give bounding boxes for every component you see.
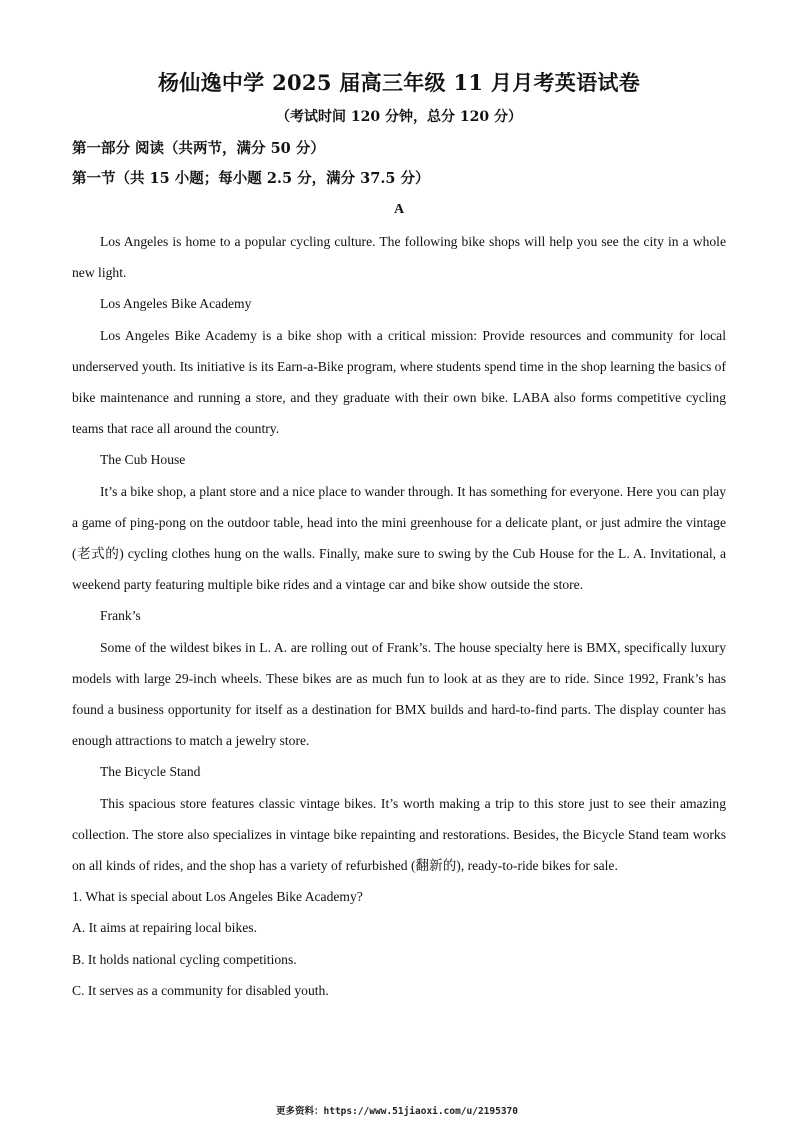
exam-page bbox=[72, 66, 726, 1006]
exam-subtitle: （考试时间 120 分钟，总分 120 分） bbox=[276, 109, 522, 125]
shop-name: The Cub House bbox=[100, 452, 186, 468]
part-heading: 第一部分 阅读（共两节，满分 50 分） bbox=[72, 140, 325, 157]
footer-link[interactable]: 更多资料：https://www.51jiaoxi.com/u/2195370 bbox=[276, 1106, 518, 1117]
exam-title: 杨仙逸中学 2025 届高三年级 11 月月考英语试卷 bbox=[157, 70, 640, 95]
shop-name: The Bicycle Stand bbox=[100, 764, 201, 780]
option-b: B. It holds national cycling competitions. bbox=[72, 951, 297, 967]
question-stem: 1. What is special about Los Angeles Bike Academy? bbox=[72, 889, 363, 905]
section-heading: 第一节（共 15 小题；每小题 2.5 分，满分 37.5 分） bbox=[72, 170, 430, 187]
passage-letter: A bbox=[393, 202, 405, 217]
shop-name: Los Angeles Bike Academy bbox=[100, 296, 252, 312]
shop-description: It’s a bike shop, a plant store and a nice place to wander through. It has something for everyone. Here you can play a game of ping-pong on the outdoor table, head into the mini greenhouse for a delicate plant, or just admire the vintage (老式的) cycling clothes hung on the walls. Finally, make sure to swing by the Cub House for the L. A. Invitational, a weekend party featuring multiple bike rides and a vintage car and bike show outside the store. bbox=[72, 483, 726, 593]
shop-name: Frank’s bbox=[100, 608, 141, 624]
option-a: A. It aims at repairing local bikes. bbox=[72, 920, 257, 936]
shop-description: Some of the wildest bikes in L. A. are rolling out of Frank’s. The house specialty here is BMX, specifically luxury models with large 29-inch wheels. These bikes are as much fun to look at as they are to ride. Since 1992, Frank’s has found a business opportunity for itself as a destination for BMX builds and hard-to-find parts. The display counter has enough attractions to match a jewelry store. bbox=[72, 639, 726, 749]
shop-description: Los Angeles Bike Academy is a bike shop with a critical mission: Provide resources and community for local underserved youth. Its initiative is its Earn-a-Bike program, where students spend time in the shop learning the basics of bike maintenance and running a store, and they graduate with their own bike. LABA also forms competitive cycling teams that race all around the country. bbox=[72, 327, 726, 437]
passage-intro: Los Angeles is home to a popular cycling culture. The following bike shops will help you see the city in a whole new light. bbox=[72, 234, 726, 281]
shop-description: This spacious store features classic vintage bikes. It’s worth making a trip to this store just to see their amazing collection. The store also specializes in vintage bike repainting and restorations. Besides, the Bicycle Stand team works on all kinds of rides, and the shop has a variety of refurbished (翻新的), ready-to-ride bikes for sale. bbox=[72, 795, 726, 874]
option-c: C. It serves as a community for disabled youth. bbox=[72, 982, 329, 998]
